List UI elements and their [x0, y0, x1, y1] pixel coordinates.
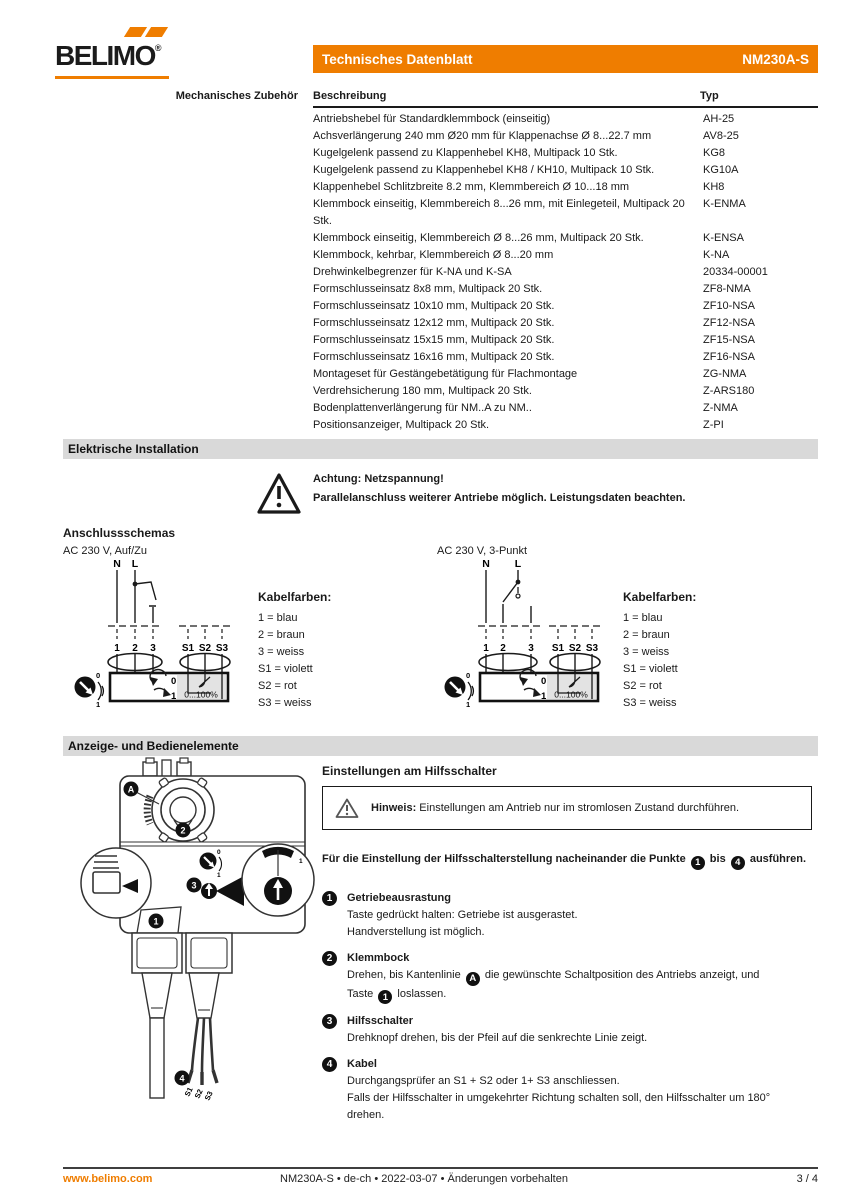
label-n: N — [113, 558, 121, 570]
logo-stripe-icon — [124, 27, 147, 37]
cable-color-item: S3 = weiss — [623, 697, 677, 709]
schemas-title: Anschlussschemas — [63, 526, 176, 540]
cable-colors-right — [623, 590, 753, 712]
footer-info: NM230A-S • de-ch • 2022-03-07 • Änderungen vorbehalten — [280, 1173, 568, 1185]
accessory-description: Montageset für Gestängebetätigung für Flachmontage — [313, 368, 578, 380]
accessory-description: Bodenplattenverlängerung für NM..A zu NM.. — [313, 402, 532, 414]
switch-blade — [503, 582, 518, 602]
callout-1: 1 — [153, 916, 159, 927]
cable-color-item: 3 = weiss — [258, 646, 305, 658]
note-label: Hinweis: — [371, 802, 417, 814]
note-text: Hinweis: Einstellungen am Antrieb nur im stromlosen Zustand durchführen. — [371, 802, 740, 814]
aux-switch-wires — [183, 1018, 217, 1102]
device-drawing — [85, 760, 320, 1105]
cable-colors-title: Kabelfarben: — [623, 590, 697, 604]
table-row — [313, 366, 818, 383]
section-controls: Anzeige- und Bedienelemente — [63, 736, 818, 756]
document-type: Technisches Datenblatt — [322, 51, 473, 67]
logo-underline — [55, 76, 169, 79]
product-code: NM230A-S — [742, 51, 809, 67]
accessory-description: Formschlusseinsatz 15x15 mm, Multipack 20 Stk. — [313, 334, 555, 346]
svg-text:S1: S1 — [182, 1085, 195, 1098]
svg-text:2: 2 — [132, 643, 138, 654]
cable-colors-list-left — [258, 610, 388, 712]
accessory-type: ZF10-NSA — [703, 300, 755, 312]
svg-text:1: 1 — [541, 691, 547, 702]
schema-caption-aufzu: AC 230 V, Auf/Zu — [63, 545, 147, 557]
table-row — [313, 162, 818, 179]
accessory-type: ZF8-NMA — [703, 283, 751, 295]
step-item — [322, 890, 804, 941]
accessory-type: Z-NMA — [703, 402, 738, 414]
accessory-description: Klemmbock einseitig, Klemmbereich Ø 8...26 mm, Multipack 20 Stk. — [313, 232, 644, 244]
svg-text:L: L — [514, 558, 522, 570]
manual-knob-icon — [75, 671, 104, 709]
step-title: Klemmbock — [347, 952, 410, 964]
accessory-type: Z-ARS180 — [703, 385, 755, 397]
svg-text:S3: S3 — [585, 643, 599, 654]
accessory-type: K-ENSA — [703, 232, 744, 244]
hilfsschalter-title: Einstellungen am Hilfsschalter — [322, 764, 497, 778]
cable-color-item: S2 = rot — [623, 680, 662, 692]
accessory-description: Klappenhebel Schlitzbreite 8.2 mm, Klemmbereich Ø 10...18 mm — [313, 181, 630, 193]
table-row — [313, 247, 818, 264]
gear-button-magnifier — [81, 848, 151, 918]
cable-color-item: S1 = violett — [258, 663, 313, 675]
schema-caption-3punkt: AC 230 V, 3-Punkt — [437, 545, 528, 557]
inline-step-badge: A — [466, 972, 480, 986]
cable-color-item: S2 = rot — [258, 680, 297, 692]
accessory-description: Klemmbock einseitig, Klemmbereich 8...26 mm, mit Einlegeteil, Multipack 20 Stk. — [313, 198, 685, 227]
svg-text:1: 1 — [171, 691, 177, 702]
cable-color-item: 1 = blau — [623, 612, 663, 624]
step-item — [322, 950, 804, 1004]
label-l: L — [131, 558, 139, 570]
svg-text:0...100%: 0...100% — [554, 689, 588, 700]
table-row — [313, 417, 818, 434]
table-header-rule — [313, 106, 818, 108]
table-row — [313, 230, 818, 247]
step-title: Hilfsschalter — [347, 1015, 414, 1027]
accessory-type: ZF16-NSA — [703, 351, 755, 363]
registered-mark: ® — [154, 43, 162, 53]
step-content — [347, 950, 759, 1004]
step-number-badge: 1 — [322, 891, 337, 906]
table-row — [313, 264, 818, 281]
step-number-badge: 3 — [322, 1014, 337, 1029]
accessory-type: KG8 — [703, 147, 726, 159]
step-line: Falls der Hilfsschalter in umgekehrter Richtung schalten soll, den Hilfsschalter um 180° drehen. — [347, 1092, 771, 1121]
svg-text:1: 1 — [114, 643, 120, 654]
warning-title: Achtung: Netzspannung! — [313, 473, 444, 485]
table-row — [313, 298, 818, 315]
table-row — [313, 400, 818, 417]
table-row — [313, 111, 818, 128]
step-content — [347, 1056, 804, 1124]
switch-blade — [135, 582, 156, 600]
belimo-logo — [55, 26, 173, 84]
svg-text:0: 0 — [541, 676, 547, 687]
logo-text: BELIMO® — [55, 40, 162, 71]
cable-colors-left — [258, 590, 388, 712]
svg-text:S2: S2 — [192, 1087, 205, 1100]
svg-text:S1: S1 — [551, 643, 565, 654]
svg-text:1: 1 — [217, 872, 221, 879]
accessory-type: ZF15-NSA — [703, 334, 755, 346]
svg-text:0: 0 — [217, 849, 221, 856]
svg-text:S2: S2 — [198, 643, 212, 654]
step-line: Handverstellung ist möglich. — [347, 926, 485, 938]
accessories-section-label: Mechanisches Zubehör — [175, 90, 298, 102]
table-row — [313, 128, 818, 145]
svg-text:3: 3 — [150, 643, 156, 654]
cable-colors-title: Kabelfarben: — [258, 590, 332, 604]
step-title: Kabel — [347, 1058, 377, 1070]
inline-step-badge: 1 — [378, 990, 392, 1004]
table-row — [313, 281, 818, 298]
table-row — [313, 332, 818, 349]
steps-list — [322, 890, 804, 1133]
warning-body: Parallelanschluss weiterer Antriebe möglich. Leistungsdaten beachten. — [313, 492, 686, 504]
accessory-type: Z-PI — [703, 419, 724, 431]
step-item — [322, 1013, 804, 1047]
table-row — [313, 383, 818, 400]
accessories-header — [313, 90, 818, 102]
svg-text:S3: S3 — [215, 643, 229, 654]
accessory-type: ZG-NMA — [703, 368, 747, 380]
svg-text:S3: S3 — [202, 1089, 215, 1102]
accessory-type: K-NA — [703, 249, 730, 261]
accessories-rows — [313, 111, 818, 434]
accessory-description: Formschlusseinsatz 16x16 mm, Multipack 20 Stk. — [313, 351, 555, 363]
accessory-type: AH-25 — [703, 113, 735, 125]
svg-text:0: 0 — [466, 671, 471, 680]
col-description: Beschreibung — [313, 90, 387, 102]
callout-2: 2 — [180, 825, 186, 836]
cable-color-item: S1 = violett — [623, 663, 678, 675]
note-box — [322, 786, 812, 830]
svg-text:1: 1 — [466, 700, 471, 709]
cable-color-item: 1 = blau — [258, 612, 298, 624]
accessory-description: Antriebshebel für Standardklemmbock (einseitig) — [313, 113, 551, 125]
accessory-type: KG10A — [703, 164, 739, 176]
footer-page-number: 3 / 4 — [796, 1173, 818, 1185]
step-line: Drehknopf drehen, bis der Pfeil auf die senkrechte Linie zeigt. — [347, 1032, 648, 1044]
range-label: 0...100% — [184, 689, 218, 700]
inline-step-badge: 1 — [691, 856, 705, 870]
steps-intro: Für die Einstellung der Hilfsschalterstellung nacheinander die Punkte 1 bis 4 ausführen. — [322, 853, 807, 868]
step-line: Taste 1 loslassen. — [347, 987, 447, 1003]
table-row — [313, 145, 818, 162]
accessory-description: Formschlusseinsatz 12x12 mm, Multipack 20 Stk. — [313, 317, 555, 329]
manual-knob-icon — [445, 671, 474, 709]
step-line: Taste gedrückt halten: Getriebe ist ausgerastet. — [347, 909, 578, 921]
step-number-badge: 2 — [322, 951, 337, 966]
accessory-description: Achsverlängerung 240 mm Ø20 mm für Klappenachse Ø 8...22.7 mm — [313, 130, 652, 142]
accessory-type: ZF12-NSA — [703, 317, 755, 329]
footer-rule — [63, 1167, 818, 1169]
table-row — [313, 196, 818, 230]
accessory-description: Verdrehsicherung 180 mm, Multipack 20 Stk. — [313, 385, 532, 397]
inline-step-badge: 4 — [731, 856, 745, 870]
cable-colors-list-right — [623, 610, 753, 712]
svg-text:N: N — [482, 558, 490, 570]
aux-switch-magnifier — [242, 844, 314, 916]
svg-text:S1: S1 — [181, 643, 195, 654]
svg-text:1: 1 — [96, 700, 101, 709]
accessory-description: Kugelgelenk passend zu Klappenhebel KH8, Multipack 10 Stk. — [313, 147, 618, 159]
accessory-description: Formschlusseinsatz 8x8 mm, Multipack 20 Stk. — [313, 283, 543, 295]
table-row — [313, 179, 818, 196]
step-content — [347, 1013, 647, 1047]
motor-cable — [150, 1018, 164, 1098]
accessory-type: KH8 — [703, 181, 725, 193]
accessory-type: 20334-00001 — [703, 266, 768, 278]
col-type: Typ — [700, 90, 719, 102]
note-triangle-icon — [335, 797, 359, 819]
cable-color-item: 2 = braun — [258, 629, 305, 641]
wiring-diagram-3-punkt — [430, 556, 605, 708]
step-line: Durchgangsprüfer an S1 + S2 oder 1+ S3 anschliessen. — [347, 1075, 620, 1087]
svg-text:S2: S2 — [568, 643, 582, 654]
table-row — [313, 349, 818, 366]
cable-color-item: 3 = weiss — [623, 646, 670, 658]
accessory-description: Formschlusseinsatz 10x10 mm, Multipack 20 Stk. — [313, 300, 555, 312]
cable-color-item: 2 = braun — [623, 629, 670, 641]
footer-url-link[interactable]: www.belimo.com — [63, 1173, 153, 1185]
accessory-description: Drehwinkelbegrenzer für K-NA und K-SA — [313, 266, 512, 278]
step-line: Drehen, bis Kantenlinie A die gewünschte Schaltposition des Antriebs anzeigt, und — [347, 969, 760, 984]
warning-triangle-icon — [256, 471, 302, 517]
logo-stripe-icon — [145, 27, 168, 37]
step-number-badge: 4 — [322, 1057, 337, 1072]
callout-3: 3 — [191, 880, 197, 891]
accessory-type: K-ENMA — [703, 198, 746, 210]
table-row — [313, 315, 818, 332]
section-electrical-installation: Elektrische Installation — [63, 439, 818, 459]
svg-text:1: 1 — [299, 858, 303, 865]
accessory-description: Positionsanzeiger, Multipack 20 Stk. — [313, 419, 490, 431]
svg-text:2: 2 — [500, 643, 506, 654]
svg-text:0: 0 — [96, 671, 101, 680]
callout-4: 4 — [179, 1073, 185, 1084]
svg-text:1: 1 — [483, 643, 489, 654]
step-title: Getriebeausrastung — [347, 892, 451, 904]
callout-a: A — [127, 784, 135, 795]
accessory-type: AV8-25 — [703, 130, 739, 142]
step-content — [347, 890, 578, 941]
svg-text:0: 0 — [171, 676, 177, 687]
cable-color-item: S3 = weiss — [258, 697, 312, 709]
step-item — [322, 1056, 804, 1124]
title-bar — [313, 45, 818, 73]
accessory-description: Kugelgelenk passend zu Klappenhebel KH8 / KH10, Multipack 10 Stk. — [313, 164, 655, 176]
wiring-diagram-auf-zu — [60, 556, 235, 708]
accessory-description: Klemmbock, kehrbar, Klemmbereich Ø 8...20 mm — [313, 249, 554, 261]
mains-warning — [313, 470, 813, 508]
svg-text:3: 3 — [528, 643, 534, 654]
